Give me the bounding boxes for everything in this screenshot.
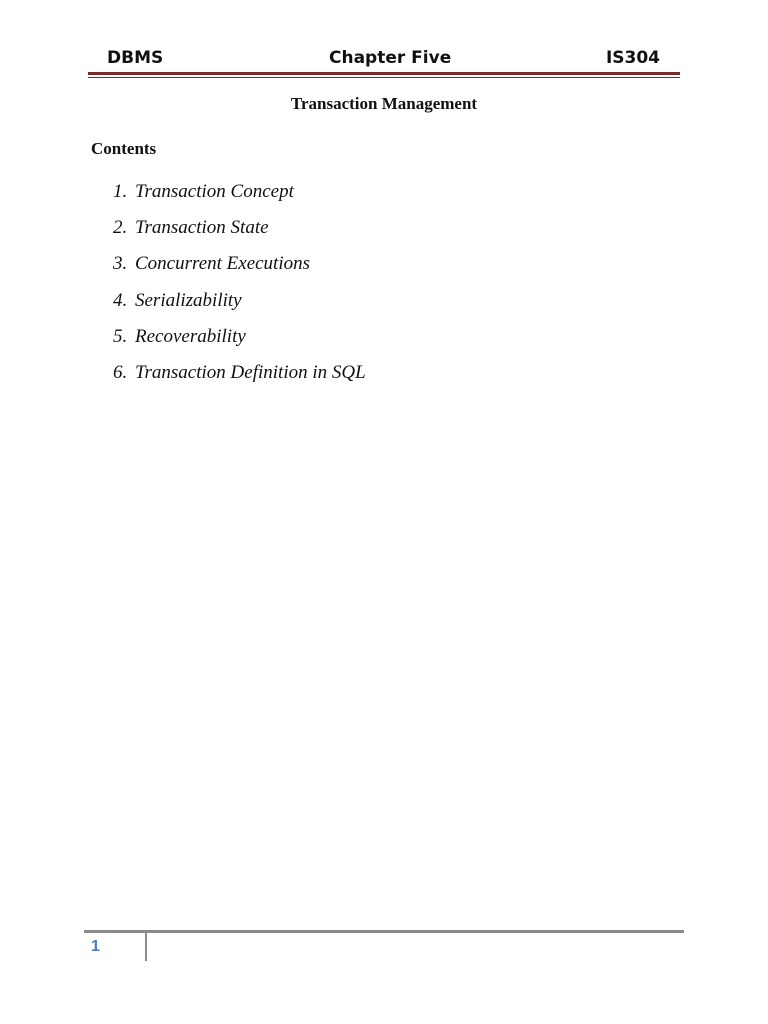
- header-rule-thick: [88, 72, 680, 75]
- footer-divider: [145, 933, 147, 961]
- contents-item-label: Serializability: [135, 289, 242, 311]
- contents-item-label: Concurrent Executions: [135, 253, 311, 275]
- header-rule-thin: [88, 77, 680, 78]
- page-header: [88, 44, 680, 74]
- header-course-code: IS304: [605, 48, 660, 68]
- contents-item: [113, 290, 366, 326]
- contents-item-number: 3.: [113, 253, 128, 275]
- contents-item: [113, 362, 366, 398]
- contents-heading: Contents: [91, 139, 157, 158]
- contents-item-label: Transaction Concept: [135, 181, 294, 202]
- header-chapter-label: Chapter Five: [329, 48, 452, 68]
- contents-item-number: 4.: [113, 289, 128, 311]
- contents-item-label: Recoverability: [135, 325, 246, 347]
- contents-item: [113, 326, 366, 362]
- document-title: Transaction Management: [290, 94, 478, 113]
- contents-item: [113, 253, 366, 289]
- contents-item-number: 2.: [113, 217, 128, 239]
- contents-item-number: 1.: [113, 181, 128, 202]
- page-number: 1: [91, 938, 100, 955]
- header-course-label: DBMS: [107, 48, 164, 68]
- footer-rule: [84, 930, 684, 933]
- contents-list: [113, 181, 366, 398]
- contents-item: [113, 217, 366, 253]
- contents-item-label: Transaction Definition in SQL: [135, 361, 366, 383]
- contents-item-number: 5.: [113, 325, 128, 347]
- contents-item: [113, 181, 366, 217]
- contents-item-number: 6.: [113, 361, 128, 383]
- contents-item-label: Transaction State: [135, 217, 269, 239]
